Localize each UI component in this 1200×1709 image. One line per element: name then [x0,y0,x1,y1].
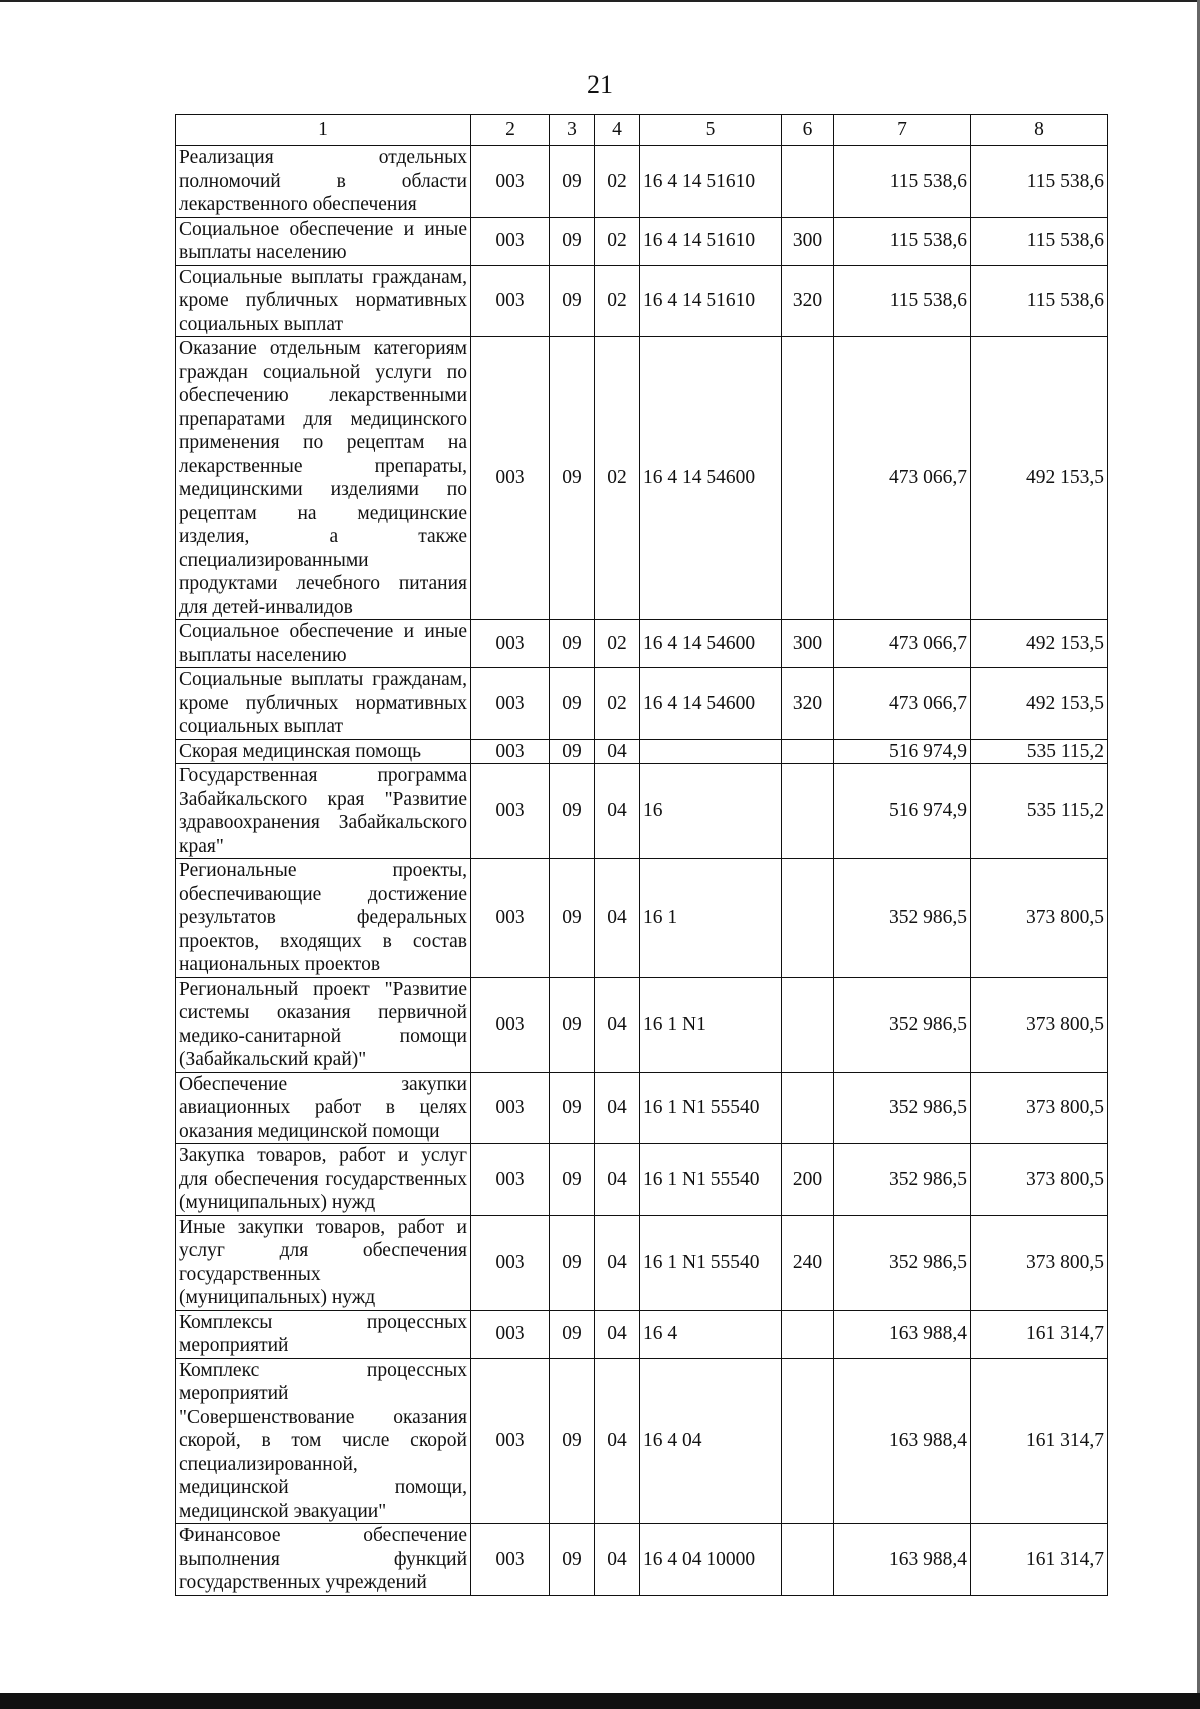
cell-expense-type: 320 [782,265,834,337]
table-row [176,739,1108,764]
cell-expense-type [782,337,834,620]
cell-amount-year2: 161 314,7 [971,1524,1108,1596]
cell-target-code: 16 1 N1 55540 [640,1144,782,1216]
cell-amount-year1: 115 538,6 [834,146,971,218]
cell-subsection: 04 [595,1072,640,1144]
cell-subsection: 02 [595,217,640,265]
cell-name: Иные закупки товаров, работ и услуг для обеспечения государственных (муниципальных) нужд [176,1215,471,1310]
cell-amount-year1: 473 066,7 [834,337,971,620]
cell-target-code: 16 4 14 51610 [640,265,782,337]
cell-section: 09 [550,764,595,859]
cell-expense-type [782,146,834,218]
table-row [176,1215,1108,1310]
cell-amount-year1: 115 538,6 [834,217,971,265]
budget-table [175,114,1108,1596]
cell-name: Обеспечение закупки авиационных работ в целях оказания медицинской помощи [176,1072,471,1144]
cell-name: Оказание отдельным категориям граждан социальной услуги по обеспечению лекарственными препаратами для медицинского применения по рецептам на лекарственные препараты, медицинскими изделиями по рецептам на медицинские изделия, а также специализированными продуктами лечебного питания для детей-инвалидов [176,337,471,620]
cell-expense-type: 300 [782,217,834,265]
cell-ministry: 003 [471,1310,550,1358]
cell-ministry: 003 [471,668,550,740]
cell-section: 09 [550,1072,595,1144]
cell-target-code: 16 1 [640,859,782,978]
cell-expense-type [782,739,834,764]
cell-amount-year2: 115 538,6 [971,217,1108,265]
cell-target-code [640,739,782,764]
cell-subsection: 04 [595,1358,640,1524]
cell-subsection: 02 [595,668,640,740]
column-header: 7 [834,115,971,146]
cell-target-code: 16 1 N1 [640,977,782,1072]
column-header: 8 [971,115,1108,146]
cell-expense-type [782,1524,834,1596]
cell-subsection: 02 [595,620,640,668]
cell-ministry: 003 [471,1524,550,1596]
cell-amount-year1: 352 986,5 [834,859,971,978]
table-row [176,1310,1108,1358]
cell-ministry: 003 [471,217,550,265]
cell-section: 09 [550,668,595,740]
cell-section: 09 [550,1144,595,1216]
table-row [176,337,1108,620]
cell-amount-year2: 373 800,5 [971,1144,1108,1216]
cell-section: 09 [550,1524,595,1596]
cell-amount-year2: 373 800,5 [971,1072,1108,1144]
column-header: 2 [471,115,550,146]
cell-section: 09 [550,739,595,764]
cell-amount-year1: 352 986,5 [834,977,971,1072]
cell-target-code: 16 1 N1 55540 [640,1072,782,1144]
table-row [176,977,1108,1072]
table-row [176,1524,1108,1596]
column-header: 1 [176,115,471,146]
cell-ministry: 003 [471,1215,550,1310]
cell-amount-year1: 352 986,5 [834,1215,971,1310]
cell-ministry: 003 [471,739,550,764]
cell-ministry: 003 [471,337,550,620]
cell-section: 09 [550,337,595,620]
cell-section: 09 [550,1358,595,1524]
cell-amount-year2: 373 800,5 [971,859,1108,978]
cell-amount-year2: 535 115,2 [971,739,1108,764]
cell-amount-year1: 352 986,5 [834,1144,971,1216]
cell-expense-type [782,1358,834,1524]
table-row [176,668,1108,740]
cell-name: Региональные проекты, обеспечивающие достижение результатов федеральных проектов, входящих в состав национальных проектов [176,859,471,978]
cell-section: 09 [550,620,595,668]
cell-amount-year2: 115 538,6 [971,146,1108,218]
cell-subsection: 04 [595,1144,640,1216]
scan-top-edge [0,0,1200,2]
cell-amount-year1: 473 066,7 [834,668,971,740]
cell-subsection: 04 [595,739,640,764]
table-row [176,146,1108,218]
cell-amount-year1: 473 066,7 [834,620,971,668]
cell-subsection: 02 [595,337,640,620]
cell-section: 09 [550,146,595,218]
cell-subsection: 04 [595,764,640,859]
cell-target-code: 16 4 14 54600 [640,668,782,740]
scan-bottom-edge [0,1693,1200,1709]
cell-subsection: 04 [595,1310,640,1358]
cell-name: Государственная программа Забайкальского края "Развитие здравоохранения Забайкальского края" [176,764,471,859]
table-row [176,1144,1108,1216]
cell-ministry: 003 [471,764,550,859]
cell-amount-year2: 373 800,5 [971,1215,1108,1310]
cell-section: 09 [550,859,595,978]
cell-expense-type [782,859,834,978]
cell-name: Финансовое обеспечение выполнения функций государственных учреждений [176,1524,471,1596]
header-row [176,115,1108,146]
cell-subsection: 04 [595,1524,640,1596]
cell-ministry: 003 [471,620,550,668]
cell-expense-type: 320 [782,668,834,740]
cell-subsection: 02 [595,146,640,218]
cell-expense-type: 240 [782,1215,834,1310]
cell-name: Реализация отдельных полномочий в области лекарственного обеспечения [176,146,471,218]
cell-expense-type: 300 [782,620,834,668]
cell-name: Социальное обеспечение и иные выплаты населению [176,620,471,668]
cell-expense-type [782,1072,834,1144]
column-header: 4 [595,115,640,146]
cell-target-code: 16 4 14 51610 [640,217,782,265]
cell-ministry: 003 [471,977,550,1072]
cell-section: 09 [550,1310,595,1358]
column-header: 3 [550,115,595,146]
cell-amount-year1: 115 538,6 [834,265,971,337]
column-header: 6 [782,115,834,146]
cell-expense-type [782,1310,834,1358]
cell-target-code: 16 4 04 10000 [640,1524,782,1596]
table-row [176,764,1108,859]
cell-target-code: 16 4 [640,1310,782,1358]
cell-amount-year2: 492 153,5 [971,337,1108,620]
cell-amount-year2: 535 115,2 [971,764,1108,859]
cell-target-code: 16 4 04 [640,1358,782,1524]
cell-target-code: 16 4 14 51610 [640,146,782,218]
cell-amount-year1: 163 988,4 [834,1524,971,1596]
cell-target-code: 16 1 N1 55540 [640,1215,782,1310]
cell-amount-year2: 161 314,7 [971,1310,1108,1358]
column-header: 5 [640,115,782,146]
cell-ministry: 003 [471,146,550,218]
cell-section: 09 [550,977,595,1072]
cell-target-code: 16 4 14 54600 [640,337,782,620]
cell-name: Закупка товаров, работ и услуг для обеспечения государственных (муниципальных) нужд [176,1144,471,1216]
table-row [176,217,1108,265]
cell-amount-year2: 492 153,5 [971,668,1108,740]
cell-section: 09 [550,217,595,265]
table-row [176,1072,1108,1144]
table-row [176,620,1108,668]
cell-subsection: 04 [595,1215,640,1310]
cell-amount-year2: 373 800,5 [971,977,1108,1072]
cell-section: 09 [550,265,595,337]
table-row [176,859,1108,978]
cell-amount-year1: 163 988,4 [834,1358,971,1524]
cell-section: 09 [550,1215,595,1310]
cell-subsection: 02 [595,265,640,337]
cell-expense-type [782,764,834,859]
cell-amount-year2: 492 153,5 [971,620,1108,668]
cell-name: Скорая медицинская помощь [176,739,471,764]
table-row [176,265,1108,337]
cell-expense-type [782,977,834,1072]
cell-target-code: 16 4 14 54600 [640,620,782,668]
cell-name: Комплекс процессных мероприятий "Совершенствование оказания скорой, в том числе скорой специализированной, медицинской помощи, медицинской эвакуации" [176,1358,471,1524]
cell-subsection: 04 [595,859,640,978]
page-number: 21 [587,70,613,99]
cell-target-code: 16 [640,764,782,859]
cell-name: Региональный проект "Развитие системы оказания первичной медико-санитарной помощи (Забайкальский край)" [176,977,471,1072]
cell-expense-type: 200 [782,1144,834,1216]
cell-name: Социальные выплаты гражданам, кроме публичных нормативных социальных выплат [176,668,471,740]
cell-amount-year1: 516 974,9 [834,764,971,859]
cell-name: Комплексы процессных мероприятий [176,1310,471,1358]
table-row [176,1358,1108,1524]
cell-subsection: 04 [595,977,640,1072]
cell-ministry: 003 [471,859,550,978]
cell-amount-year1: 516 974,9 [834,739,971,764]
cell-ministry: 003 [471,1358,550,1524]
cell-amount-year2: 115 538,6 [971,265,1108,337]
cell-ministry: 003 [471,1072,550,1144]
cell-amount-year1: 352 986,5 [834,1072,971,1144]
cell-ministry: 003 [471,1144,550,1216]
cell-amount-year2: 161 314,7 [971,1358,1108,1524]
cell-ministry: 003 [471,265,550,337]
cell-name: Социальные выплаты гражданам, кроме публичных нормативных социальных выплат [176,265,471,337]
cell-amount-year1: 163 988,4 [834,1310,971,1358]
cell-name: Социальное обеспечение и иные выплаты населению [176,217,471,265]
